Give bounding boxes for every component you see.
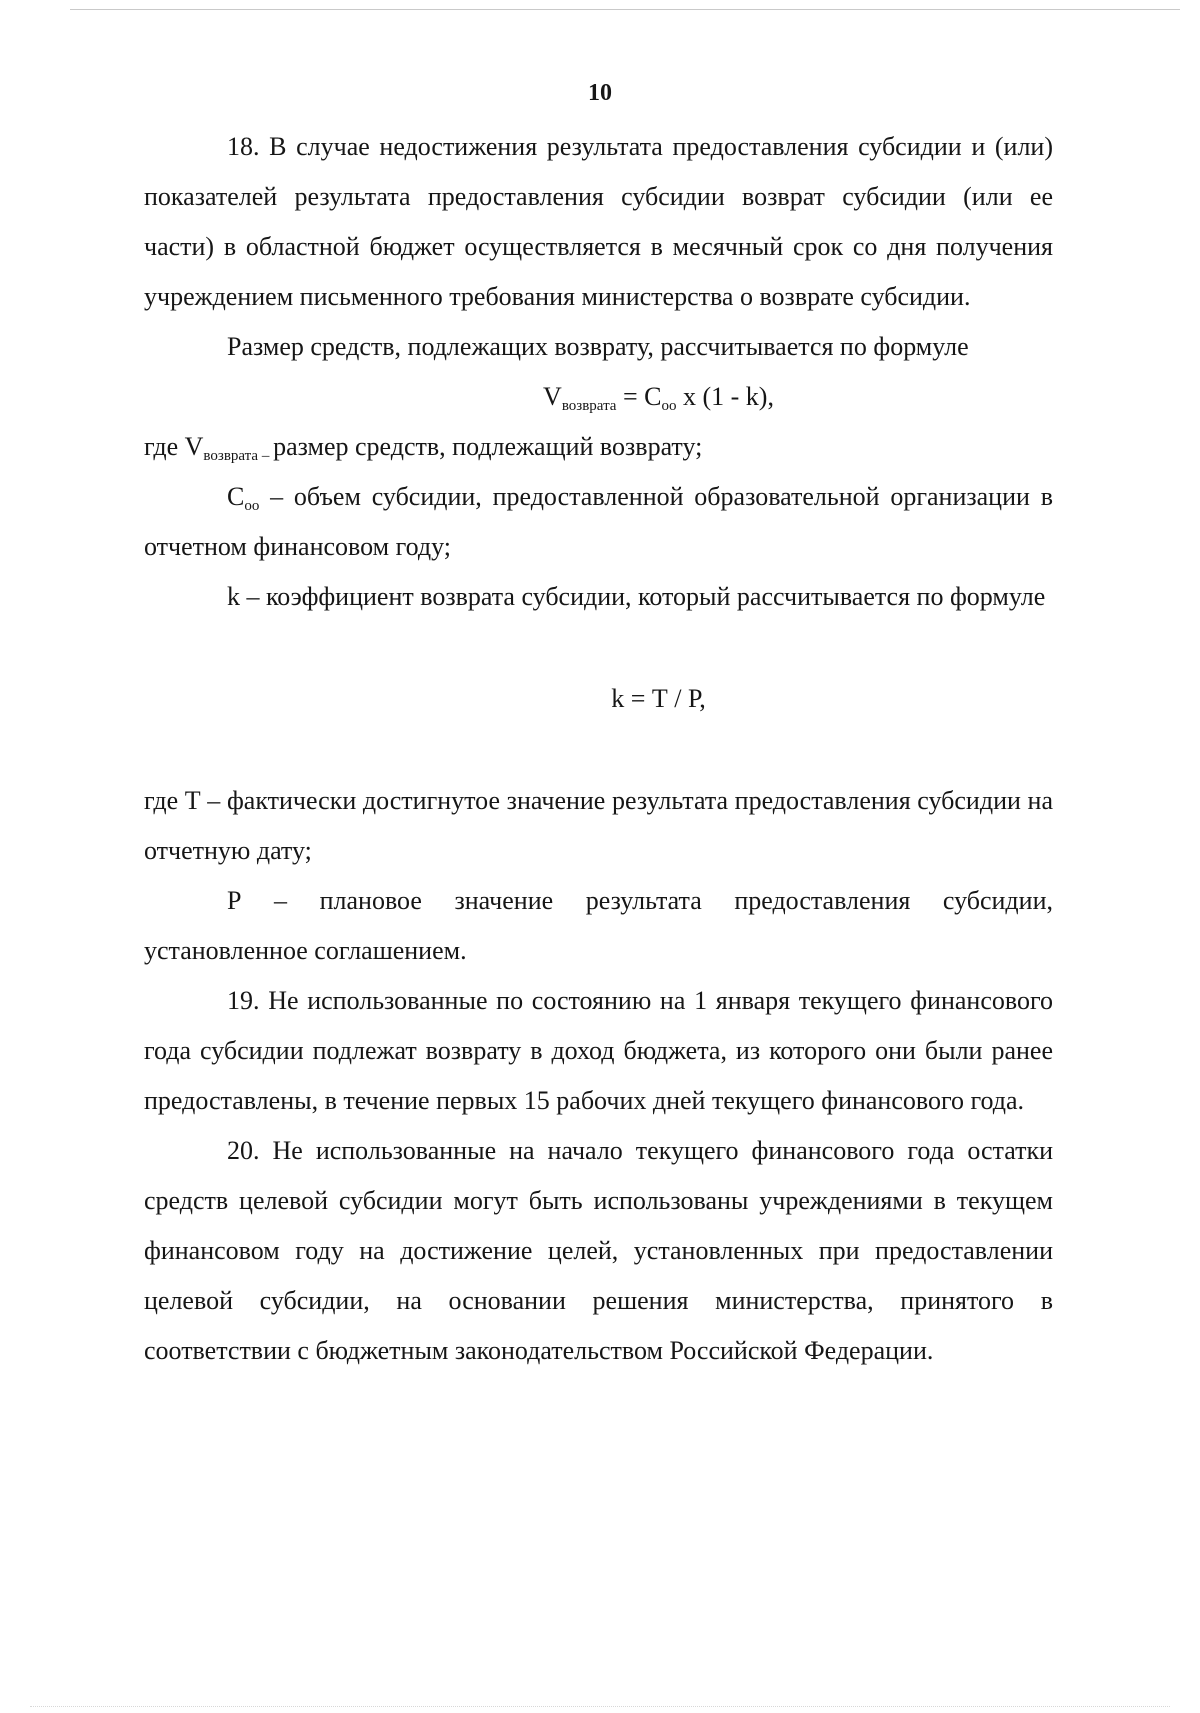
formula-intro: Размер средств, подлежащих возврату, рассчитывается по формуле bbox=[227, 332, 969, 361]
formula-v-subscript: возврата bbox=[561, 398, 617, 414]
formula-refund-amount bbox=[144, 372, 1053, 422]
formula-v-symbol: V bbox=[543, 382, 562, 411]
formula-coefficient: k = Т / Р, bbox=[611, 684, 706, 713]
scan-top-edge bbox=[70, 9, 1180, 10]
formula-c-subscript: оо bbox=[661, 398, 677, 414]
definition-coo bbox=[144, 472, 1053, 572]
page-number: 10 bbox=[588, 80, 612, 106]
formula-v-equals: = С bbox=[616, 382, 662, 411]
definition-v bbox=[144, 422, 1053, 472]
definition-coo-symbol: С bbox=[227, 482, 245, 511]
definition-v-text: размер средств, подлежащий возврату; bbox=[273, 432, 703, 461]
definition-t: где Т – фактически достигнутое значение результата предоставления субсидии на отчетную дату; bbox=[144, 786, 1053, 865]
definition-v-prefix: где V bbox=[144, 432, 204, 461]
paragraph-19: 19. Не использованные по состоянию на 1 января текущего финансового года субсидии подлежат возврату в доход бюджета, из которого они были ранее предоставлены, в течение первых 15 рабочих дней текущего финансового года. bbox=[144, 986, 1053, 1115]
definition-v-subscript: возврата – bbox=[203, 448, 274, 464]
definition-k: k – коэффициент возврата субсидии, который рассчитывается по формуле bbox=[227, 582, 1046, 611]
document-body bbox=[144, 122, 1053, 1376]
definition-coo-subscript: оо bbox=[244, 498, 260, 514]
definition-coo-text: – объем субсидии, предоставленной образовательной организации в отчетном финансовом году; bbox=[144, 482, 1053, 561]
formula-v-rest: х (1 - k), bbox=[676, 382, 774, 411]
paragraph-18: 18. В случае недостижения результата предоставления субсидии и (или) показателей результата предоставления субсидии возврат субсидии (или ее части) в областной бюджет осуществляется в месячный срок со дня получения учреждением письменного требования министерства о возврате субсидии. bbox=[144, 132, 1053, 311]
scan-bottom-edge bbox=[30, 1706, 1170, 1707]
paragraph-20: 20. Не использованные на начало текущего финансового года остатки средств целевой субсидии могут быть использованы учреждениями в текущем финансовом году на достижение целей, установленных при предоставлении целевой субсидии, на основании решения министерства, принятого в соответствии с бюджетным законодательством Российской Федерации. bbox=[144, 1136, 1053, 1365]
definition-p: Р – плановое значение результата предоставления субсидии, установленное соглашением. bbox=[144, 886, 1053, 965]
